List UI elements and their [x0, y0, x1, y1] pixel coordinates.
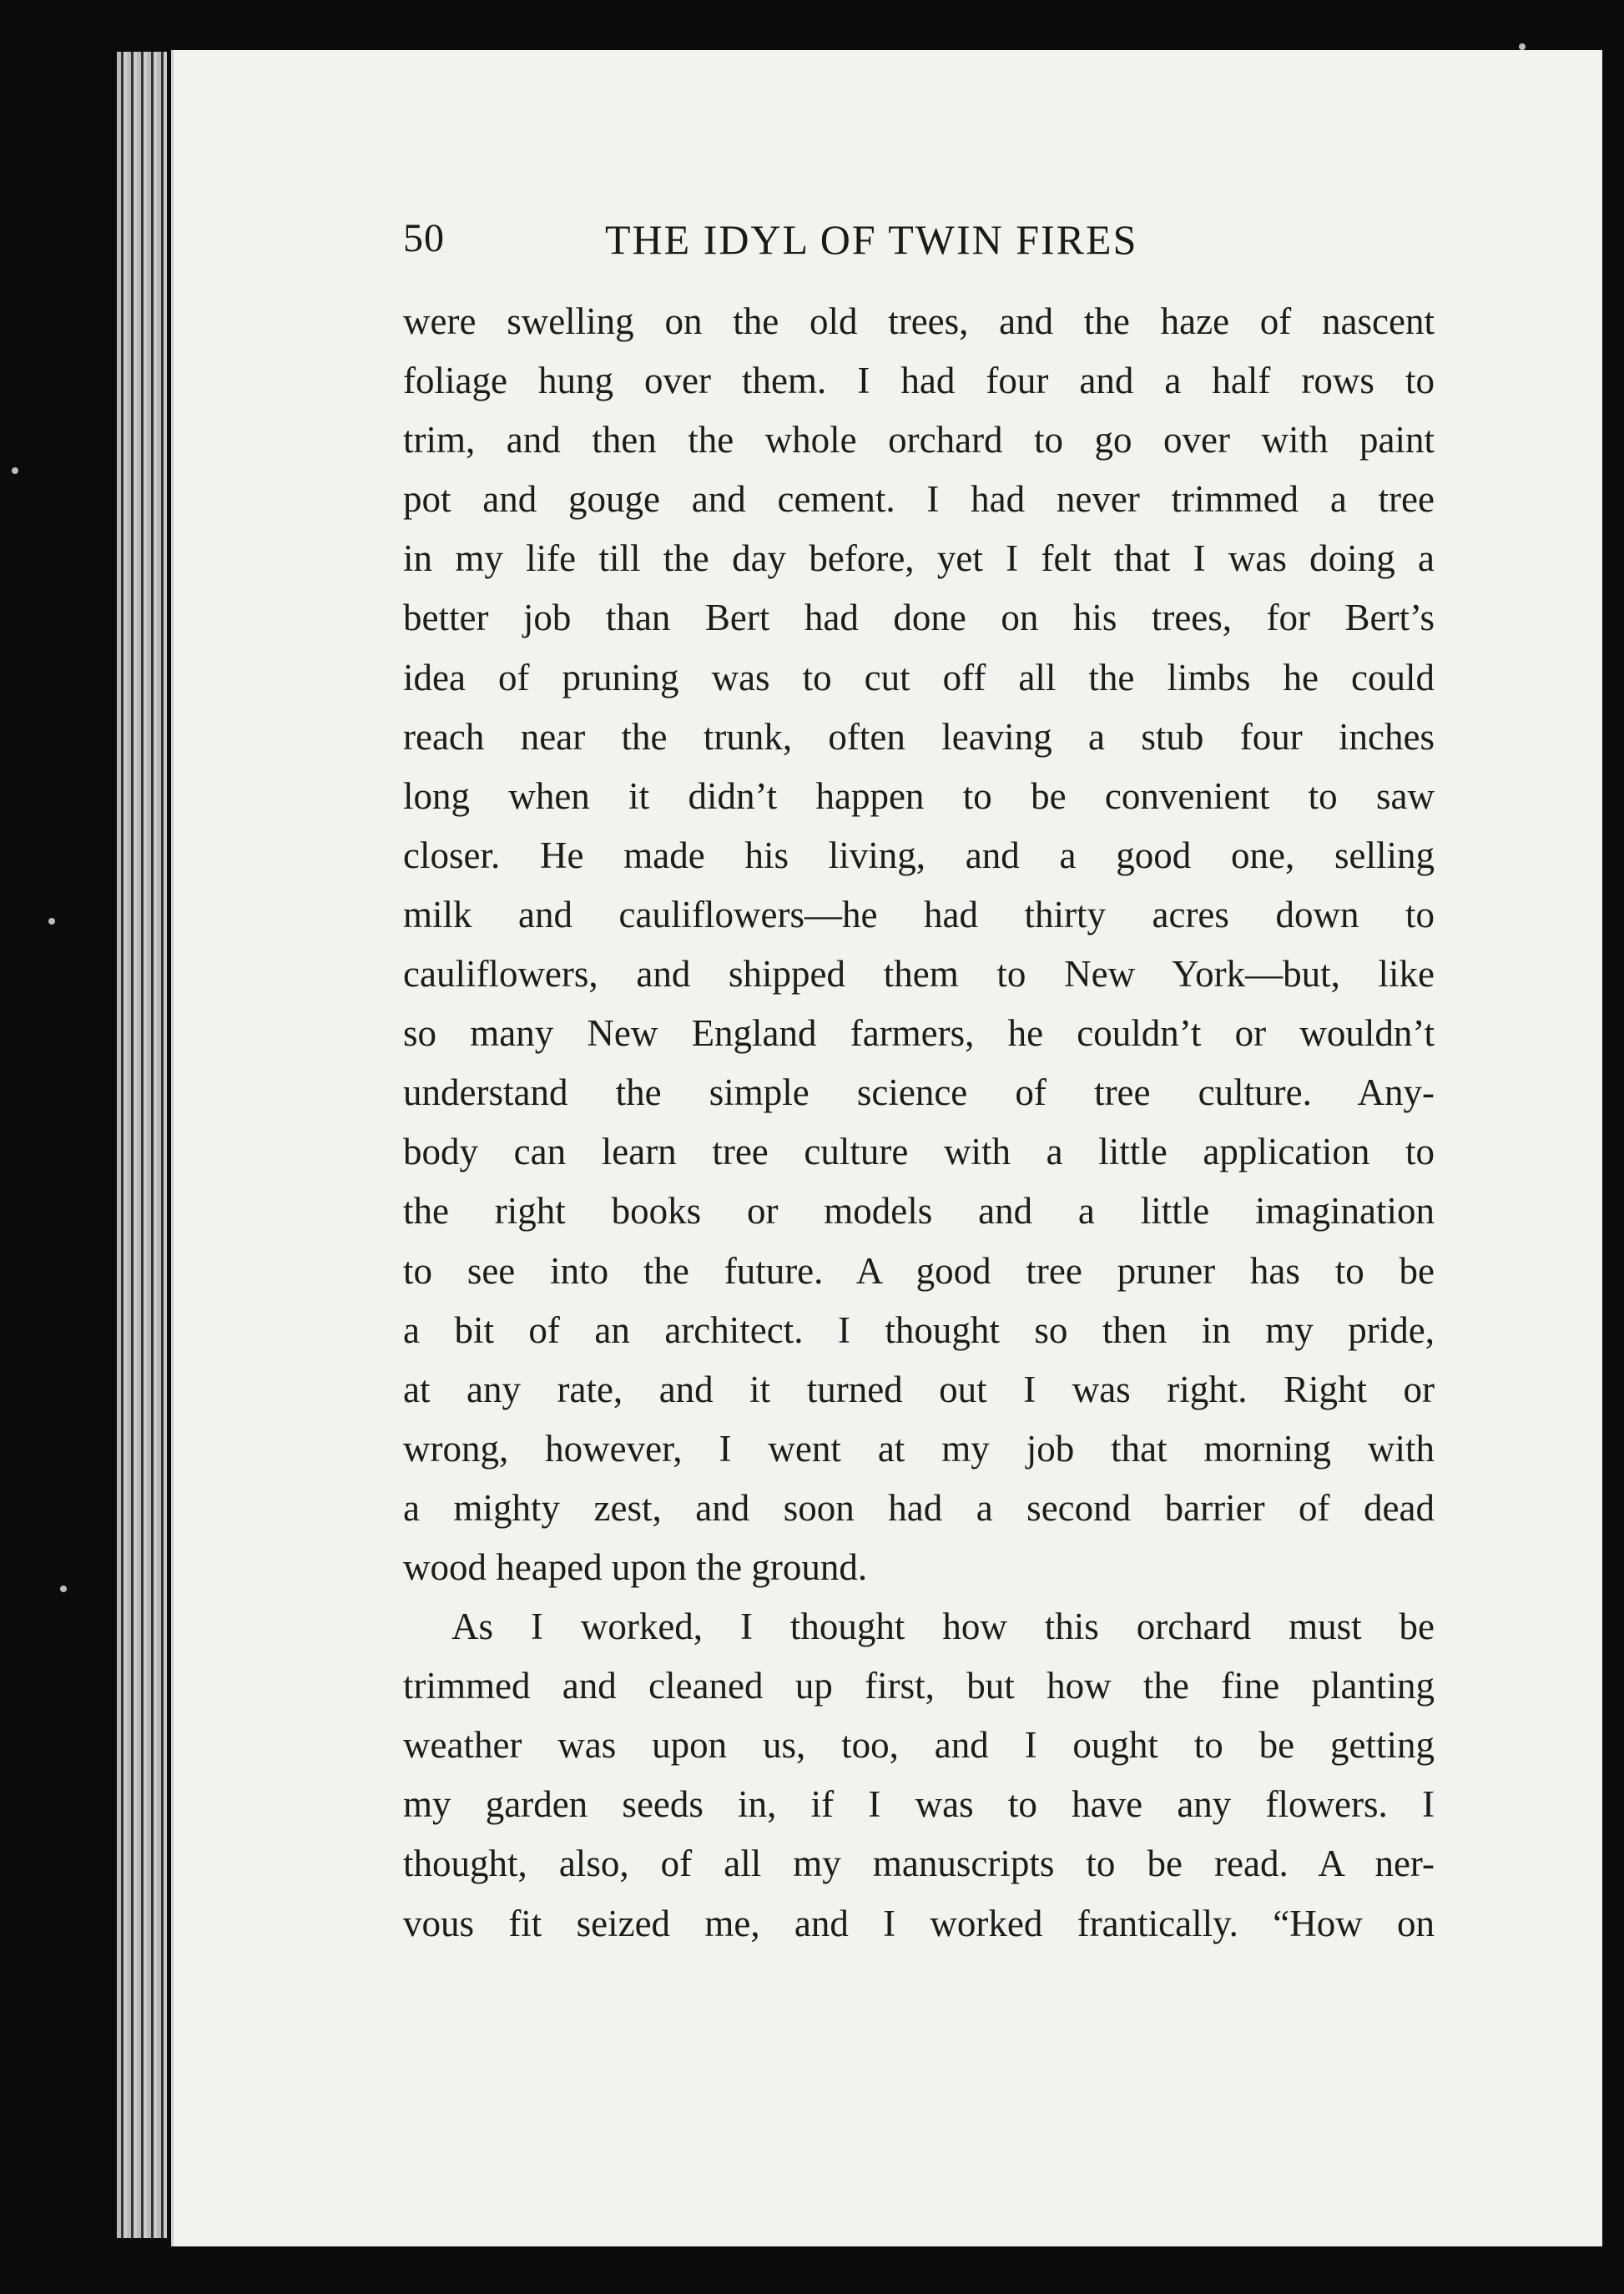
dust-speck	[60, 1586, 67, 1592]
text-line: long when it didn’t happen to be convenient to saw	[403, 774, 1435, 817]
running-title: THE IDYL OF TWIN FIRES	[605, 216, 1138, 263]
text-line: pot and gouge and cement. I had never trimmed a tree	[403, 478, 1435, 521]
dust-speck	[12, 467, 18, 474]
text-line: idea of pruning was to cut off all the limbs he could	[403, 656, 1435, 698]
text-line: milk and cauliflowers—he had thirty acres down to	[403, 893, 1435, 935]
text-line: the right books or models and a little imagination	[403, 1190, 1435, 1233]
text-line: cauliflowers, and shipped them to New York—but, like	[403, 953, 1435, 996]
text-line: understand the simple science of tree culture. Any-	[403, 1071, 1435, 1114]
text-line: weather was upon us, too, and I ought to be getting	[403, 1724, 1435, 1767]
dust-speck	[48, 918, 55, 925]
running-head	[403, 215, 1438, 274]
paragraph-last-line: wood heaped upon the ground.	[403, 1545, 868, 1588]
text-line: vous fit seized me, and I worked frantically. “How on	[403, 1902, 1435, 1944]
page-number: 50	[403, 216, 445, 260]
body-text	[403, 292, 1435, 1954]
text-line: so many New England farmers, he couldn’t or wouldn’t	[403, 1012, 1435, 1055]
text-line: at any rate, and it turned out I was right. Right or	[403, 1368, 1435, 1410]
text-line: trim, and then the whole orchard to go over with paint	[403, 419, 1435, 461]
text-line: in my life till the day before, yet I felt that I was doing a	[403, 537, 1435, 580]
text-line: closer. He made his living, and a good one, selling	[403, 834, 1435, 876]
text-line: body can learn tree culture with a little application to	[403, 1131, 1435, 1173]
text-line: a bit of an architect. I thought so then in my pride,	[403, 1308, 1435, 1351]
paragraph-first-line: As I worked, I thought how this orchard must be	[451, 1606, 1435, 1648]
text-line: trimmed and cleaned up first, but how the fine planting	[403, 1665, 1435, 1707]
text-line: better job than Bert had done on his trees, for Bert’s	[403, 597, 1435, 639]
text-line: foliage hung over them. I had four and a half rows to	[403, 360, 1435, 402]
text-line: to see into the future. A good tree pruner has to be	[403, 1249, 1435, 1292]
text-line: reach near the trunk, often leaving a stub four inches	[403, 715, 1435, 758]
text-line: were swelling on the old trees, and the haze of nascent	[403, 300, 1435, 342]
dust-speck	[1519, 43, 1526, 50]
text-line: thought, also, of all my manuscripts to be read. A ner-	[403, 1843, 1435, 1885]
page-edges	[117, 52, 167, 2238]
text-line: my garden seeds in, if I was to have any flowers. I	[403, 1783, 1435, 1826]
text-line: wrong, however, I went at my job that morning with	[403, 1427, 1435, 1470]
text-line: a mighty zest, and soon had a second barrier of dead	[403, 1486, 1435, 1529]
